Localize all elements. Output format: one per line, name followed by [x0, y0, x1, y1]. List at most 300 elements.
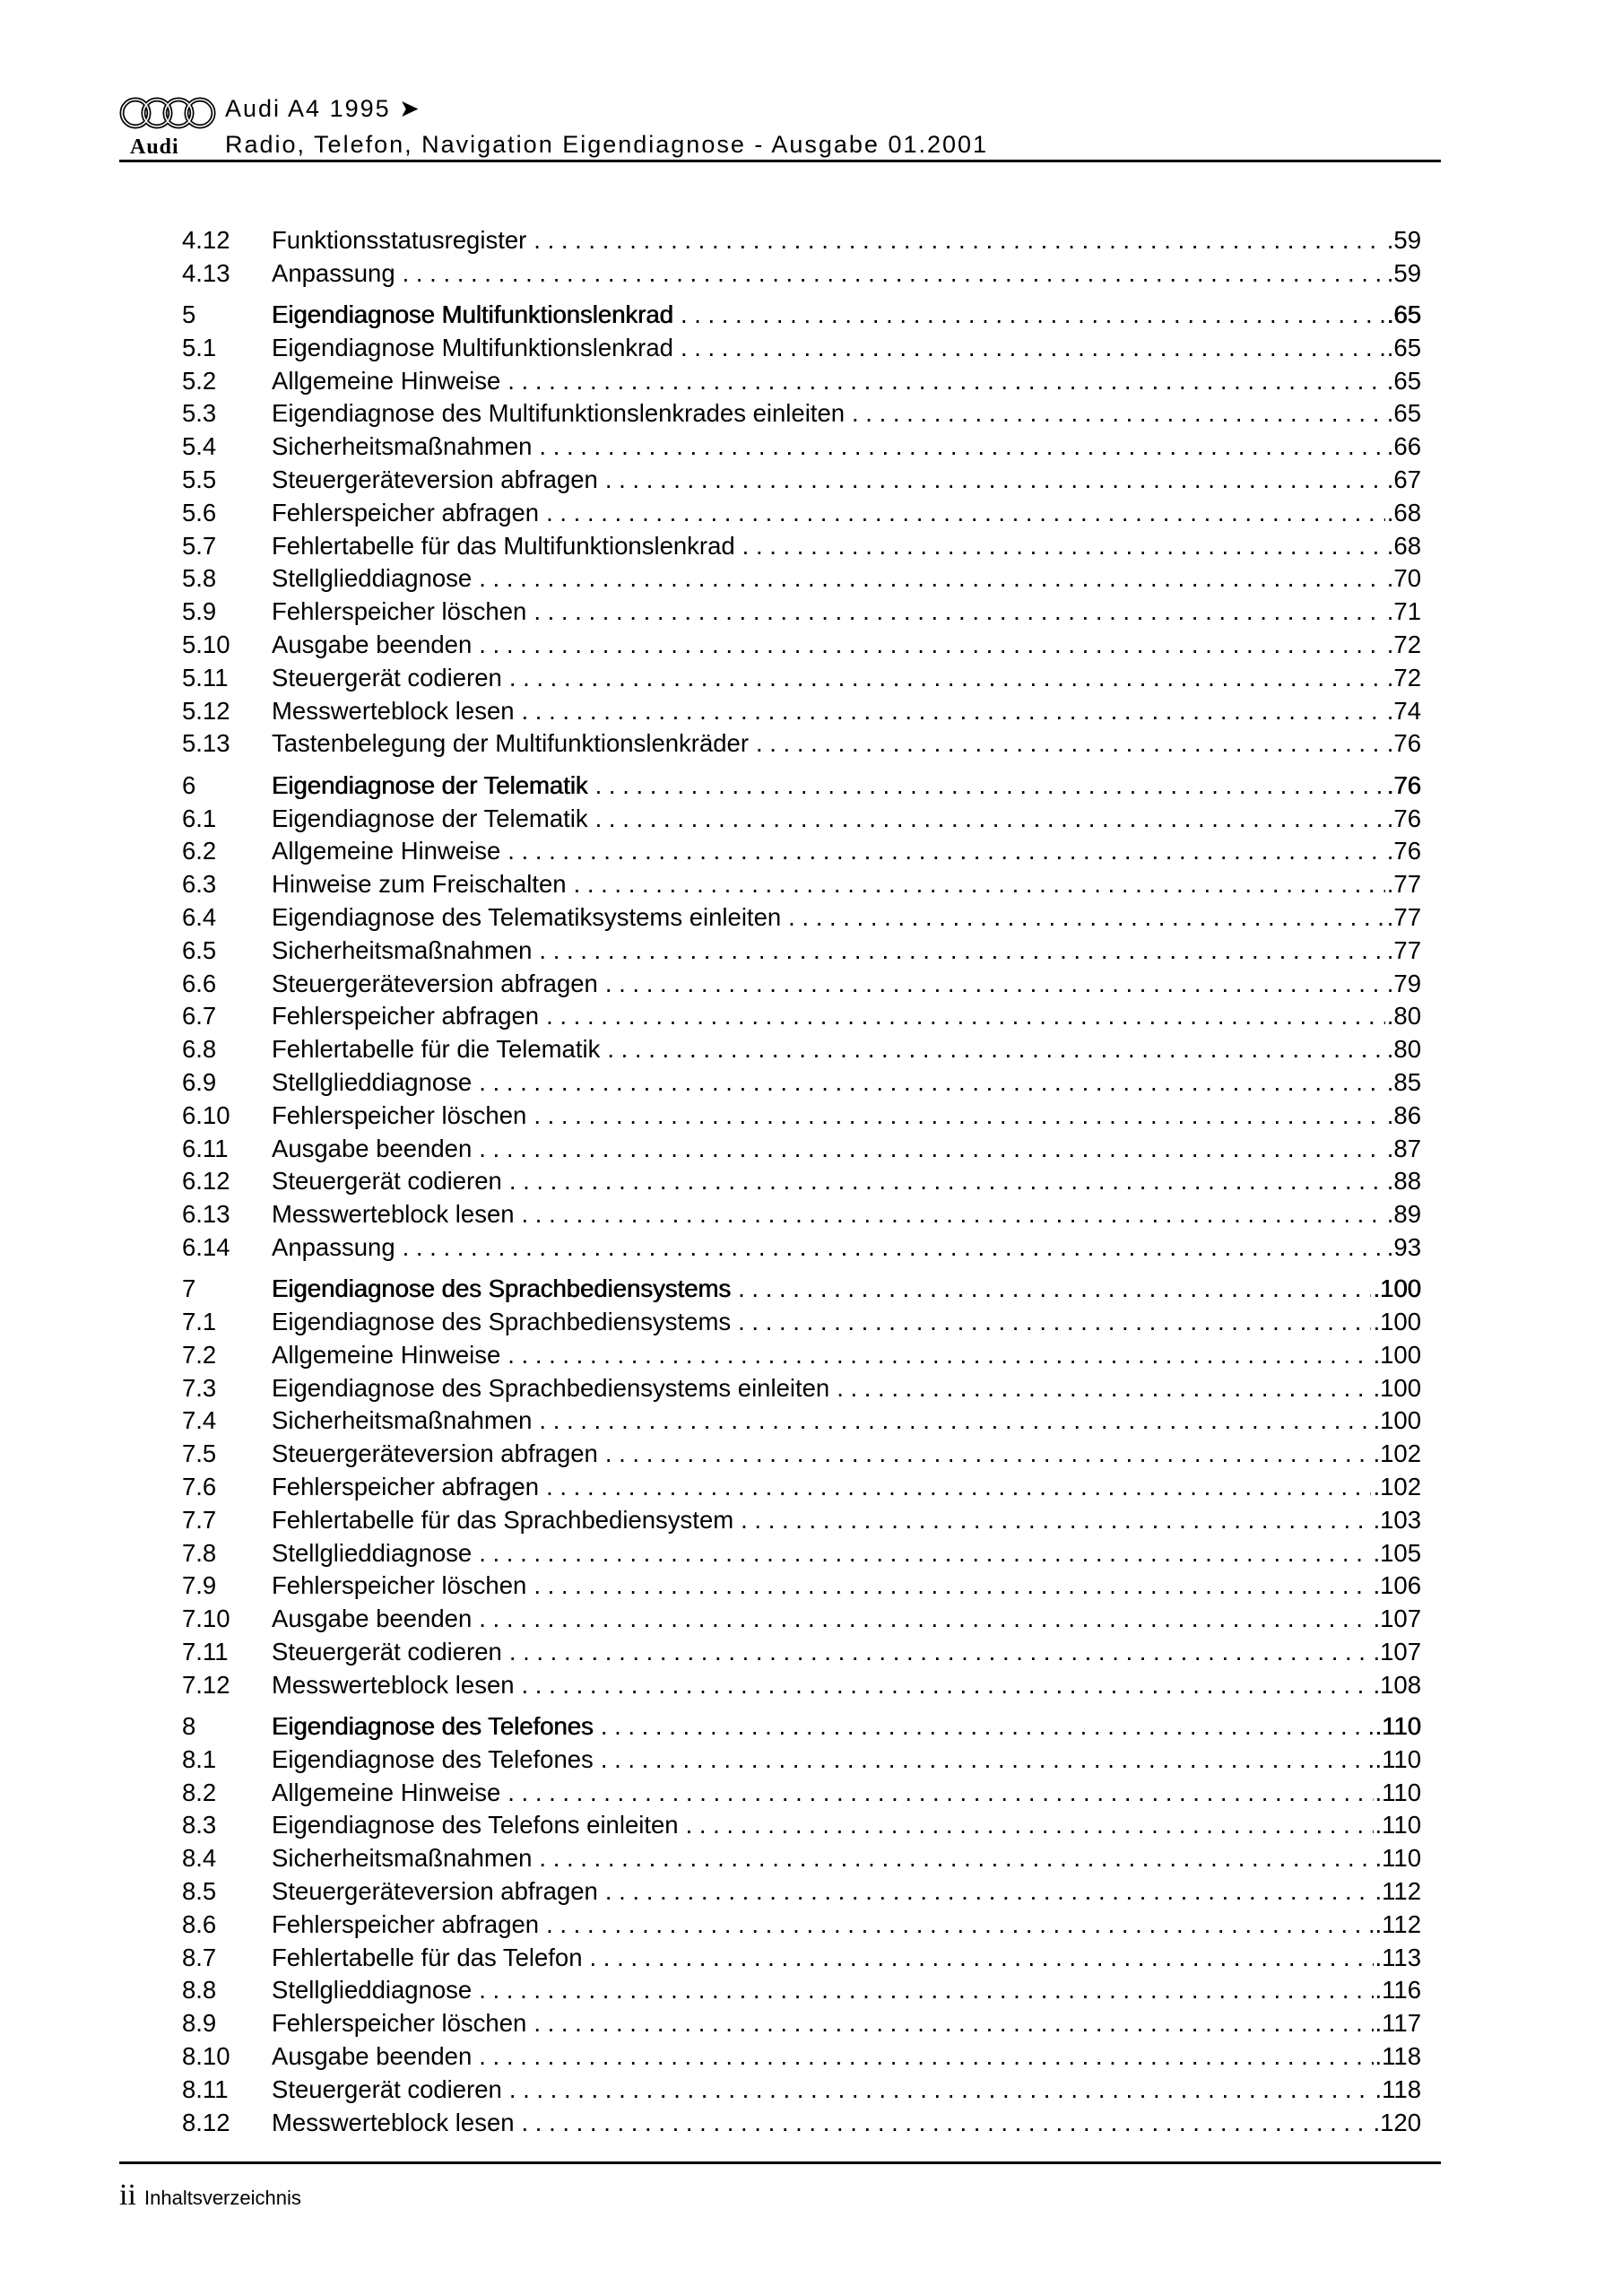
toc-entry-page: .80: [1386, 1002, 1421, 1031]
document-subtitle: Radio, Telefon, Navigation Eigendiagnose - Ausgabe 01.2001: [225, 131, 989, 158]
toc-entry-page: .118: [1375, 2074, 1421, 2103]
toc-entry: [182, 1198, 1421, 1231]
toc-entry: [182, 1306, 1421, 1339]
toc-entry: [182, 1231, 1421, 1265]
toc-entry: [182, 1537, 1421, 1570]
toc-entry-number: 6.12: [182, 1167, 230, 1196]
toc-entry-title: Anpassung: [272, 1232, 395, 1261]
toc-entry-title: Messwerteblock lesen: [272, 1670, 515, 1699]
toc-dot-leader: [601, 1710, 1374, 1744]
toc-entry: [182, 1744, 1421, 1777]
toc-dot-leader: [539, 935, 1384, 968]
toc-entry-title: Ausgabe beenden: [272, 1605, 473, 1633]
toc-entry-page: .100: [1373, 1406, 1421, 1435]
toc-entry-number: 8.2: [182, 1778, 217, 1806]
toc-entry: [182, 257, 1421, 291]
toc-entry-line: [272, 1842, 1421, 1875]
toc-entry-number: 5.2: [182, 366, 217, 395]
toc-entry-number: 8.7: [182, 1943, 217, 1971]
toc-entry: [182, 695, 1421, 728]
toc-entry: [182, 464, 1421, 497]
toc-entry-number: 5.4: [182, 432, 217, 461]
toc-entry-page: .79: [1386, 969, 1421, 997]
toc-chapter-entry: [182, 299, 1421, 332]
toc-entry-number: 7.10: [182, 1605, 230, 1633]
toc-entry-number: 7: [182, 1274, 196, 1303]
toc-entry: [182, 530, 1421, 563]
toc-entry-number: 5.7: [182, 531, 217, 560]
toc-entry-page: .59: [1386, 258, 1421, 287]
toc-dot-leader: [837, 1372, 1371, 1405]
page-number: ii: [119, 2179, 136, 2212]
toc-entry-number: 6.2: [182, 837, 217, 865]
toc-entry-line: [272, 299, 1421, 332]
toc-dot-leader: [479, 1537, 1371, 1570]
toc-entry: [182, 1842, 1421, 1875]
toc-dot-leader: [509, 1636, 1372, 1669]
toc-entry-number: 6.7: [182, 1002, 217, 1031]
toc-entry-page: .108: [1373, 1670, 1421, 1699]
toc-entry-number: 5.3: [182, 399, 217, 428]
toc-entry-title: Eigendiagnose Multifunktionslenkrad: [272, 300, 673, 329]
toc-entry: [182, 803, 1421, 836]
toc-entry-title: Ausgabe beenden: [272, 2042, 473, 2071]
toc-entry: [182, 1033, 1421, 1066]
toc-entry-page: .87: [1386, 1134, 1421, 1162]
toc-entry: [182, 1875, 1421, 1909]
toc-entry-line: [272, 1372, 1421, 1405]
toc-entry: [182, 1909, 1421, 1942]
toc-entry-number: 8.6: [182, 1909, 217, 1938]
toc-entry-title: Allgemeine Hinweise: [272, 1340, 501, 1369]
toc-entry-line: [272, 695, 1421, 728]
toc-entry-number: 6.4: [182, 902, 217, 931]
toc-entry-page: .77: [1386, 935, 1421, 964]
toc-entry-line: [272, 1438, 1421, 1471]
toc-entry-line: [272, 835, 1421, 868]
toc-entry-number: 7.9: [182, 1571, 217, 1600]
toc-entry: [182, 1133, 1421, 1166]
toc-entry-number: 6.9: [182, 1067, 217, 1096]
toc-entry-page: .112: [1375, 1877, 1421, 1906]
toc-entry-line: [272, 1974, 1421, 2007]
toc-entry-page: .85: [1386, 1067, 1421, 1096]
toc-entry-line: [272, 1537, 1421, 1570]
toc-entry-title: Allgemeine Hinweise: [272, 1778, 501, 1806]
toc-entry-line: [272, 1133, 1421, 1166]
toc-entry-number: 5.11: [182, 663, 229, 691]
toc-entry-title: Ausgabe beenden: [272, 631, 473, 659]
toc-entry-line: [272, 2074, 1421, 2107]
toc-entry-number: 5.12: [182, 696, 230, 725]
toc-entry-title: Eigendiagnose der Telematik: [272, 804, 588, 832]
toc-entry-title: Fehlerspeicher abfragen: [272, 1002, 540, 1031]
toc-entry-page: .71: [1386, 597, 1421, 626]
toc-dot-leader: [546, 1000, 1385, 1033]
toc-entry-page: .107: [1373, 1605, 1421, 1633]
toc-entry-line: [272, 1306, 1421, 1339]
toc-entry-page: .110: [1375, 1712, 1421, 1741]
toc-entry: [182, 1570, 1421, 1603]
toc-entry: [182, 835, 1421, 868]
toc-entry-number: 6.5: [182, 935, 217, 964]
toc-entry-title: Messwerteblock lesen: [272, 2108, 515, 2136]
audi-logo: [119, 97, 220, 159]
toc-entry-number: 6.10: [182, 1100, 230, 1129]
toc-dot-leader: [788, 901, 1385, 935]
toc-entry-page: .77: [1386, 870, 1421, 899]
toc-dot-leader: [574, 868, 1385, 901]
toc-dot-leader: [539, 1405, 1371, 1438]
toc-entry-number: 6.11: [182, 1134, 229, 1162]
toc-dot-leader: [605, 1875, 1374, 1909]
header-rule: [119, 160, 1441, 162]
toc-entry-page: .102: [1373, 1439, 1421, 1468]
toc-entry-line: [272, 727, 1421, 761]
toc-entry-page: .80: [1386, 1035, 1421, 1064]
toc-dot-leader: [403, 1231, 1385, 1265]
toc-entry-number: 6.13: [182, 1200, 230, 1229]
toc-entry-page: .65: [1386, 366, 1421, 395]
toc-dot-leader: [539, 430, 1384, 464]
toc-entry-page: .67: [1386, 465, 1421, 494]
toc-entry-page: .110: [1375, 1811, 1421, 1839]
toc-entry-page: .76: [1386, 770, 1421, 799]
toc-entry-page: .68: [1386, 531, 1421, 560]
toc-dot-leader: [605, 968, 1385, 1001]
toc-entry: [182, 901, 1421, 935]
toc-entry-page: .59: [1386, 226, 1421, 254]
toc-dot-leader: [509, 2074, 1374, 2107]
toc-entry-title: Stellglieddiagnose: [272, 564, 473, 593]
document-title: Audi A4 1995 ➤: [225, 95, 421, 122]
toc-entry: [182, 1405, 1421, 1438]
toc-entry-title: Steuergeräteversion abfragen: [272, 969, 598, 997]
toc-entry: [182, 562, 1421, 596]
toc-entry-title: Fehlertabelle für die Telematik: [272, 1035, 601, 1064]
toc-entry-number: 8.3: [182, 1811, 217, 1839]
toc-entry-number: 6.1: [182, 804, 217, 832]
toc-entry: [182, 1066, 1421, 1100]
toc-entry-number: 8.12: [182, 2108, 230, 2136]
toc-dot-leader: [509, 1165, 1385, 1198]
toc-entry-line: [272, 530, 1421, 563]
toc-entry-page: .89: [1386, 1200, 1421, 1229]
toc-entry-number: 5.10: [182, 631, 230, 659]
toc-dot-leader: [533, 2007, 1373, 2040]
toc-entry-line: [272, 1405, 1421, 1438]
toc-entry: [182, 1974, 1421, 2007]
toc-entry: [182, 430, 1421, 464]
toc-entry-page: .93: [1386, 1232, 1421, 1261]
toc-entry: [182, 868, 1421, 901]
toc-entry: [182, 662, 1421, 695]
toc-dot-leader: [479, 1974, 1373, 2007]
toc-dot-leader: [533, 596, 1384, 629]
toc-entry-line: [272, 1570, 1421, 1603]
toc-dot-leader: [681, 332, 1385, 365]
toc-entry-line: [272, 1603, 1421, 1636]
toc-entry-page: .103: [1373, 1505, 1421, 1534]
audi-brand-text: Audi: [130, 135, 179, 159]
toc-entry-number: 8.1: [182, 1744, 217, 1773]
toc-entry-number: 7.3: [182, 1373, 217, 1402]
toc-entry-title: Hinweise zum Freischalten: [272, 870, 567, 899]
toc-entry: [182, 596, 1421, 629]
toc-entry: [182, 1504, 1421, 1537]
toc-entry-number: 5.5: [182, 465, 217, 494]
toc-entry-title: Messwerteblock lesen: [272, 696, 515, 725]
toc-entry-title: Eigendiagnose des Telematiksystems einleiten: [272, 902, 782, 931]
toc-entry-title: Eigendiagnose des Sprachbediensystems: [272, 1274, 732, 1303]
toc-entry-title: Steuergerät codieren: [272, 1637, 502, 1665]
toc-entry-number: 5.8: [182, 564, 217, 593]
toc-entry: [182, 935, 1421, 968]
toc-entry: [182, 1000, 1421, 1033]
toc-entry-title: Sicherheitsmaßnahmen: [272, 432, 533, 461]
toc-entry-page: .66: [1386, 432, 1421, 461]
toc-entry-page: .76: [1386, 837, 1421, 865]
toc-entry-title: Stellglieddiagnose: [272, 1067, 473, 1096]
toc-entry-line: [272, 332, 1421, 365]
toc-entry: [182, 727, 1421, 761]
toc-entry-title: Fehlerspeicher löschen: [272, 597, 527, 626]
toc-entry: [182, 629, 1421, 662]
toc-entry: [182, 2007, 1421, 2040]
toc-entry-title: Fehlerspeicher abfragen: [272, 1472, 540, 1500]
toc-entry-page: .65: [1386, 333, 1421, 361]
toc-entry-line: [272, 1710, 1421, 1744]
toc-entry: [182, 1603, 1421, 1636]
toc-entry-title: Fehlerspeicher abfragen: [272, 1909, 540, 1938]
toc-entry-title: Fehlertabelle für das Sprachbediensystem: [272, 1505, 734, 1534]
toc-entry-page: .107: [1373, 1637, 1421, 1665]
toc-entry-number: 7.2: [182, 1340, 217, 1369]
toc-chapter-entry: [182, 1710, 1421, 1744]
toc-entry-page: .100: [1373, 1274, 1421, 1303]
toc-entry-line: [272, 1273, 1421, 1306]
toc-entry-number: 5.1: [182, 333, 217, 361]
toc-entry: [182, 1438, 1421, 1471]
toc-entry-page: .72: [1386, 663, 1421, 691]
toc-dot-leader: [756, 727, 1385, 761]
toc-entry-number: 8.5: [182, 1877, 217, 1906]
toc-entry-line: [272, 901, 1421, 935]
toc-entry-page: .76: [1386, 804, 1421, 832]
toc-entry-line: [272, 935, 1421, 968]
toc-entry-title: Steuergerät codieren: [272, 663, 502, 691]
toc-entry-number: 5.9: [182, 597, 217, 626]
toc-entry-number: 7.8: [182, 1538, 217, 1567]
toc-dot-leader: [479, 1133, 1385, 1166]
toc-entry-title: Stellglieddiagnose: [272, 1538, 473, 1567]
toc-entry-number: 8.9: [182, 2009, 217, 2038]
toc-entry-line: [272, 2040, 1421, 2074]
toc-entry-number: 7.12: [182, 1670, 230, 1699]
toc-entry-page: .100: [1373, 1373, 1421, 1402]
toc-dot-leader: [686, 1809, 1374, 1842]
toc-entry-line: [272, 629, 1421, 662]
toc-dot-leader: [738, 1273, 1371, 1306]
toc-entry-page: .112: [1375, 1909, 1421, 1938]
toc-entry-page: .74: [1386, 696, 1421, 725]
toc-dot-leader: [595, 770, 1385, 803]
toc-entry-title: Eigendiagnose des Telefones: [272, 1712, 594, 1741]
toc-entry: [182, 1339, 1421, 1372]
toc-entry-line: [272, 397, 1421, 430]
toc-entry-line: [272, 1000, 1421, 1033]
toc-entry-title: Steuergerät codieren: [272, 2074, 502, 2103]
toc-entry-number: 7.4: [182, 1406, 217, 1435]
toc-entry-page: .76: [1386, 729, 1421, 758]
toc-entry-number: 8: [182, 1712, 196, 1741]
toc-entry: [182, 1372, 1421, 1405]
toc-entry: [182, 2074, 1421, 2107]
toc-entry-page: .102: [1373, 1472, 1421, 1500]
toc-entry: [182, 2040, 1421, 2074]
toc-dot-leader: [479, 1603, 1371, 1636]
toc-dot-leader: [479, 562, 1385, 596]
toc-entry-number: 5: [182, 300, 196, 329]
toc-entry-title: Fehlertabelle für das Telefon: [272, 1943, 583, 1971]
toc-entry-page: .113: [1375, 1943, 1421, 1971]
toc-entry: [182, 1669, 1421, 1702]
toc-entry-title: Eigendiagnose des Sprachbediensystems einleiten: [272, 1373, 830, 1402]
toc-dot-leader: [546, 497, 1385, 530]
toc-dot-leader: [507, 835, 1385, 868]
toc-entry-title: Allgemeine Hinweise: [272, 366, 501, 395]
toc-entry-line: [272, 1809, 1421, 1842]
toc-entry-line: [272, 1231, 1421, 1265]
toc-entry-line: [272, 497, 1421, 530]
toc-dot-leader: [533, 224, 1384, 257]
toc-entry-line: [272, 1504, 1421, 1537]
toc-entry-line: [272, 596, 1421, 629]
toc-dot-leader: [595, 803, 1385, 836]
toc-entry-line: [272, 662, 1421, 695]
toc-dot-leader: [546, 1471, 1371, 1504]
toc-dot-leader: [590, 1942, 1374, 1975]
toc-entry-title: Eigendiagnose Multifunktionslenkrad: [272, 333, 673, 361]
toc-entry-page: .116: [1375, 1976, 1421, 2005]
toc-entry-title: Funktionsstatusregister: [272, 226, 527, 254]
toc-entry-line: [272, 1909, 1421, 1942]
toc-entry-page: .106: [1373, 1571, 1421, 1600]
audi-rings-icon: [119, 97, 220, 133]
toc-entry-title: Steuergerät codieren: [272, 1167, 502, 1196]
toc-entry-line: [272, 1777, 1421, 1810]
toc-entry-number: 6.3: [182, 870, 217, 899]
toc-entry-number: 8.11: [182, 2074, 229, 2103]
toc-dot-leader: [533, 1100, 1384, 1133]
toc-dot-leader: [605, 1438, 1372, 1471]
toc-dot-leader: [507, 365, 1385, 398]
toc-entry-number: 8.8: [182, 1976, 217, 2005]
toc-entry: [182, 1777, 1421, 1810]
toc-entry-line: [272, 1198, 1421, 1231]
toc-entry-page: .86: [1386, 1100, 1421, 1129]
toc-entry-title: Stellglieddiagnose: [272, 1976, 473, 2005]
toc-entry: [182, 968, 1421, 1001]
toc-dot-leader: [522, 1198, 1385, 1231]
toc-entry-number: 6: [182, 770, 196, 799]
toc-entry-number: 8.10: [182, 2042, 230, 2071]
toc-dot-leader: [605, 464, 1385, 497]
toc-entry-title: Fehlerspeicher abfragen: [272, 498, 540, 526]
toc-entry-line: [272, 257, 1421, 291]
toc-entry-line: [272, 2107, 1421, 2140]
toc-entry-line: [272, 968, 1421, 1001]
toc-entry-number: 7.5: [182, 1439, 217, 1468]
toc-dot-leader: [742, 530, 1385, 563]
toc-dot-leader: [601, 1744, 1374, 1777]
toc-entry-line: [272, 562, 1421, 596]
toc-dot-leader: [681, 299, 1385, 332]
toc-entry: [182, 1471, 1421, 1504]
toc-entry: [182, 224, 1421, 257]
toc-entry-number: 8.4: [182, 1844, 217, 1873]
toc-entry-page: .110: [1375, 1778, 1421, 1806]
toc-entry-page: .117: [1375, 2009, 1421, 2038]
toc-entry-page: .65: [1386, 399, 1421, 428]
toc-entry-line: [272, 365, 1421, 398]
toc-entry-number: 7.6: [182, 1472, 217, 1500]
toc-entry-page: .100: [1373, 1308, 1421, 1335]
toc-entry-line: [272, 1339, 1421, 1372]
toc-entry: [182, 1636, 1421, 1669]
toc-entry-number: 6.6: [182, 969, 217, 997]
toc-entry-line: [272, 868, 1421, 901]
toc-entry-line: [272, 1033, 1421, 1066]
toc-entry-page: .77: [1386, 902, 1421, 931]
toc-dot-leader: [522, 1669, 1372, 1702]
toc-entry-title: Messwerteblock lesen: [272, 1200, 515, 1229]
toc-entry-title: Fehlerspeicher löschen: [272, 1100, 527, 1129]
toc-entry: [182, 397, 1421, 430]
toc-entry-number: 7.1: [182, 1308, 217, 1335]
toc-entry-line: [272, 1636, 1421, 1669]
toc-entry-line: [272, 803, 1421, 836]
toc-entry-page: .110: [1375, 1744, 1421, 1773]
toc-entry-line: [272, 1066, 1421, 1100]
toc-dot-leader: [533, 1570, 1371, 1603]
footer-label: Inhaltsverzeichnis: [144, 2187, 301, 2209]
toc-entry: [182, 1809, 1421, 1842]
toc-entry-title: Eigendiagnose der Telematik: [272, 770, 588, 799]
toc-dot-leader: [479, 2040, 1373, 2074]
toc-entry-line: [272, 1744, 1421, 1777]
toc-entry-line: [272, 1100, 1421, 1133]
toc-entry: [182, 2107, 1421, 2140]
toc-entry-title: Sicherheitsmaßnahmen: [272, 1406, 533, 1435]
toc-entry: [182, 1100, 1421, 1133]
toc-entry-title: Tastenbelegung der Multifunktionslenkräder: [272, 729, 749, 758]
toc-chapter-entry: [182, 1273, 1421, 1306]
toc-dot-leader: [403, 257, 1385, 291]
toc-entry-title: Ausgabe beenden: [272, 1134, 473, 1162]
toc-dot-leader: [852, 397, 1385, 430]
toc-entry-number: 4.13: [182, 258, 230, 287]
toc-dot-leader: [539, 1842, 1373, 1875]
toc-entry-title: Eigendiagnose des Multifunktionslenkrades einleiten: [272, 399, 846, 428]
toc-entry-number: 5.6: [182, 498, 217, 526]
toc-entry-title: Fehlertabelle für das Multifunktionslenkrad: [272, 531, 735, 560]
toc-entry-line: [272, 430, 1421, 464]
toc-entry: [182, 365, 1421, 398]
toc-entry-number: 6.14: [182, 1232, 230, 1261]
toc-entry: [182, 332, 1421, 365]
toc-entry-title: Steuergeräteversion abfragen: [272, 465, 598, 494]
